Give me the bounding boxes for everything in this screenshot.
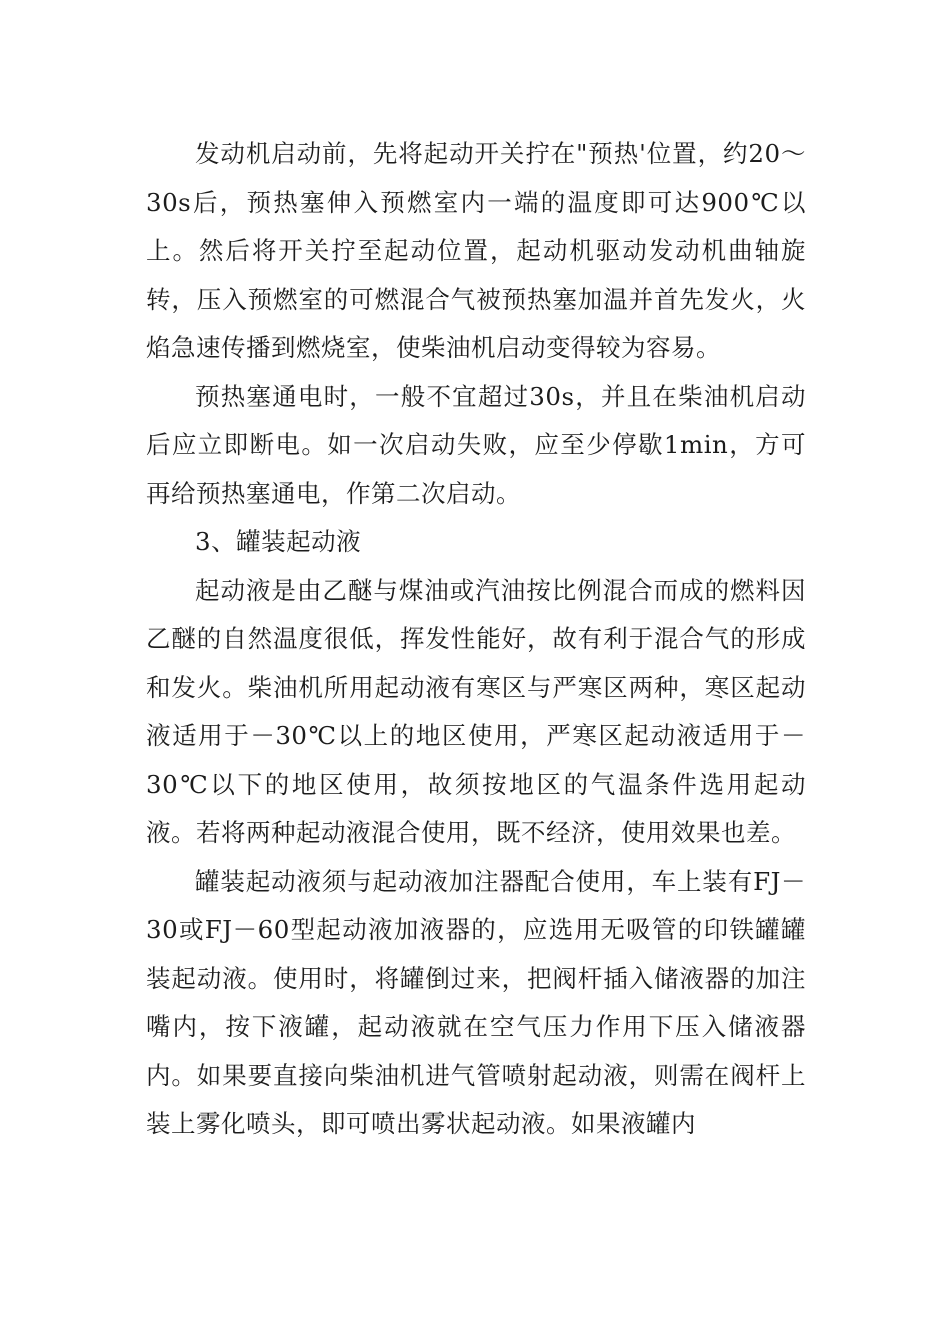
paragraph-preheat-procedure: 发动机启动前，先将起动开关拧在"预热'位置，约20～30s后，预热塞伸入预燃室内一端的温度即可达900℃以上。然后将开关拧至起动位置，起动机驱动发动机曲轴旋转，压入预燃室的可燃混合气被预热塞加温并首先发火，火焰急速传播到燃烧室，使柴油机启动变得较为容易。 xyxy=(146,139,806,362)
paragraph-starting-fluid-composition: 起动液是由乙醚与煤油或汽油按比例混合而成的燃料因乙醚的自然温度很低，挥发性能好，故有利于混合气的形成和发火。柴油机所用起动液有寒区与严寒区两种，寒区起动液适用于－30℃以上的地区使用，严寒区起动液适用于－30℃以下的地区使用，故须按地区的气温条件选用起动液。若将两种起动液混合使用，既不经济，使用效果也差。 xyxy=(146,575,806,847)
paragraph-preheat-power-limit: 预热塞通电时，一般不宜超过30s，并且在柴油机启动后应立即断电。如一次启动失败，应至少停歇1min，方可再给预热塞通电，作第二次启动。 xyxy=(146,381,806,508)
section-heading-canned-starting-fluid: 3、罐装起动液 xyxy=(195,527,362,556)
document-body xyxy=(146,130,806,1149)
paragraph-canned-fluid-usage: 罐装起动液须与起动液加注器配合使用，车上装有FJ－30或FJ－60型起动液加液器的，应选用无吸管的印铁罐罐装起动液。使用时，将罐倒过来，把阀杆插入储液器的加注嘴内，按下液罐，起动液就在空气压力作用下压入储液器内。如果要直接向柴油机进气管喷射起动液，则需在阀杆上装上雾化喷头，即可喷出雾状起动液。如果液罐内 xyxy=(146,866,806,1138)
